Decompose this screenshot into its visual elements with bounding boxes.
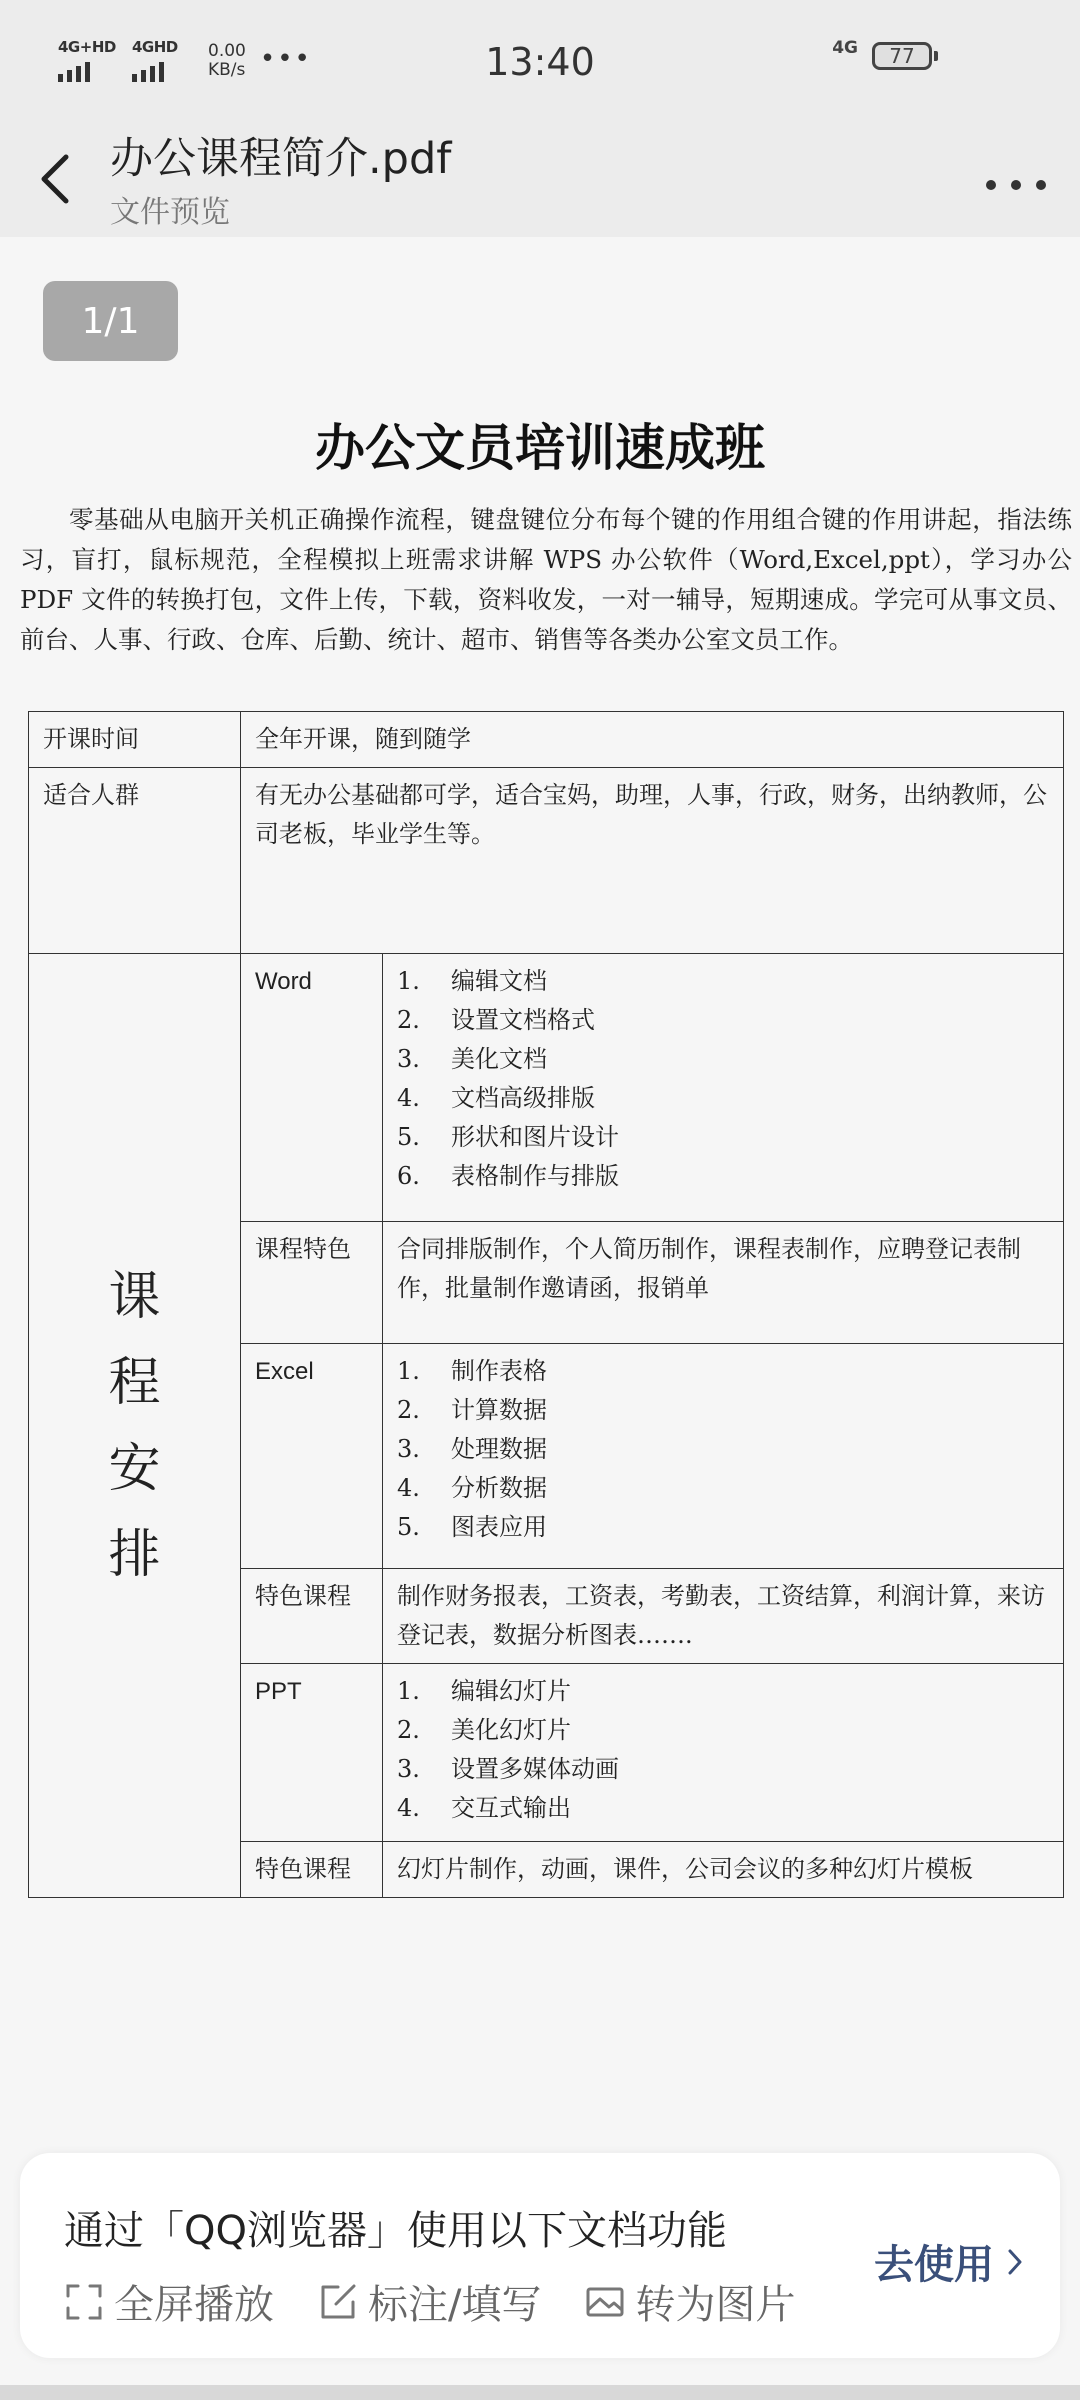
fullscreen-label: 全屏播放 <box>114 2282 274 2328</box>
schedule-char: 安 <box>108 1438 161 1499</box>
list-item: 1. 编辑文档 <box>397 967 547 995</box>
fullscreen-icon <box>64 2282 104 2322</box>
ppt-items <box>383 1664 1064 1842</box>
word-feature-value: 合同排版制作，个人简历制作，课程表制作，应聘登记表制作，批量制作邀请函，报销单 <box>383 1222 1064 1344</box>
list-item: 4. 分析数据 <box>397 1474 547 1502</box>
go-use-label: 去使用 <box>874 2242 994 2288</box>
word-list <box>397 962 1049 1196</box>
network-type-1: 4G+HD <box>58 38 116 56</box>
status-bar <box>0 0 1080 125</box>
word-items <box>383 954 1064 1222</box>
table-value-start-time: 全年开课，随到随学 <box>241 712 1064 768</box>
list-item: 5. 图表应用 <box>397 1513 547 1541</box>
document-title: 办公文员培训速成班 <box>315 418 765 477</box>
file-subtitle: 文件预览 <box>110 195 230 230</box>
list-item: 3. 处理数据 <box>397 1435 547 1463</box>
schedule-heading <box>29 954 241 1898</box>
list-item: 2. 美化幻灯片 <box>397 1716 571 1744</box>
annotate-button[interactable] <box>318 2273 541 2330</box>
course-table <box>28 711 1064 1898</box>
qq-browser-promo-card <box>20 2153 1060 2358</box>
ppt-label: PPT <box>241 1664 383 1842</box>
excel-items <box>383 1344 1064 1569</box>
table-label-start-time: 开课时间 <box>29 712 241 768</box>
schedule-char: 排 <box>108 1524 161 1585</box>
battery-icon <box>872 42 932 70</box>
more-icon[interactable] <box>986 155 1046 215</box>
list-item: 2. 计算数据 <box>397 1396 547 1424</box>
network-type-right: 4G <box>832 38 858 58</box>
go-use-button[interactable] <box>874 2233 1024 2290</box>
ppt-feature-value: 幻灯片制作，动画，课件，公司会议的多种幻灯片模板 <box>383 1842 1064 1898</box>
bottom-strip <box>0 2385 1080 2400</box>
list-item: 1. 编辑幻灯片 <box>397 1677 571 1705</box>
list-item: 1. 制作表格 <box>397 1357 547 1385</box>
status-right <box>832 38 938 70</box>
clock: 13:40 <box>485 40 595 84</box>
promo-actions <box>64 2273 795 2330</box>
list-item: 6. 表格制作与排版 <box>397 1162 619 1190</box>
list-item: 2. 设置文档格式 <box>397 1006 595 1034</box>
edit-icon <box>318 2282 358 2322</box>
promo-title: 通过「QQ浏览器」使用以下文档功能 <box>64 2208 727 2254</box>
ppt-list <box>397 1672 1049 1828</box>
page-indicator: 1/1 <box>43 281 178 361</box>
file-title: 办公课程简介.pdf <box>110 134 452 184</box>
list-item: 4. 交互式输出 <box>397 1794 571 1822</box>
excel-list <box>397 1352 1049 1547</box>
notification-dots: ••• <box>259 44 312 74</box>
table-row <box>29 768 1064 954</box>
list-item: 3. 美化文档 <box>397 1045 547 1073</box>
word-feature-label: 课程特色 <box>241 1222 383 1344</box>
excel-feature-value: 制作财务报表，工资表，考勤表，工资结算，利润计算，来访登记表，数据分析图表……. <box>383 1569 1064 1664</box>
battery-tip <box>934 51 938 61</box>
excel-label: Excel <box>241 1344 383 1569</box>
network-type-2: 4GHD <box>132 38 178 56</box>
list-item: 4. 文档高级排版 <box>397 1084 595 1112</box>
document-intro: 零基础从电脑开关机正确操作流程，键盘键位分布每个键的作用组合键的作用讲起，指法练习，盲打，鼠标规范，全程模拟上班需求讲解 WPS 办公软件（Word,Excel,ppt），学习办公 PDF 文件的转换打包，文件上传，下载，资料收发，一对一辅导，短期速成。学完可从事文员、前台、人事、行政、仓库、后勤、统计、超市、销售等各类办公室文员工作。 <box>20 505 1072 654</box>
speed-unit: KB/s <box>208 60 246 80</box>
annotate-label: 标注/填写 <box>368 2282 542 2328</box>
table-row <box>29 712 1064 768</box>
list-item: 3. 设置多媒体动画 <box>397 1755 619 1783</box>
word-label: Word <box>241 954 383 1222</box>
speed-value: 0.00 <box>208 41 246 61</box>
schedule-char: 课 <box>108 1266 161 1327</box>
title-bar <box>0 125 1080 237</box>
to-image-label: 转为图片 <box>635 2282 796 2328</box>
fullscreen-button[interactable] <box>64 2273 274 2330</box>
schedule-char: 程 <box>108 1352 161 1413</box>
battery-level: 77 <box>889 44 915 68</box>
chevron-right-icon <box>1006 2247 1024 2277</box>
ppt-feature-label: 特色课程 <box>241 1842 383 1898</box>
table-label-audience: 适合人群 <box>29 768 241 954</box>
table-row <box>29 954 1064 1222</box>
table-value-audience: 有无办公基础都可学，适合宝妈，助理，人事，行政，财务，出纳教师，公司老板，毕业学生等。 <box>241 768 1064 954</box>
excel-feature-label: 特色课程 <box>241 1569 383 1664</box>
to-image-button[interactable] <box>585 2273 795 2330</box>
list-item: 5. 形状和图片设计 <box>397 1123 619 1151</box>
back-arrow-icon[interactable] <box>36 149 76 209</box>
image-icon <box>585 2282 625 2322</box>
